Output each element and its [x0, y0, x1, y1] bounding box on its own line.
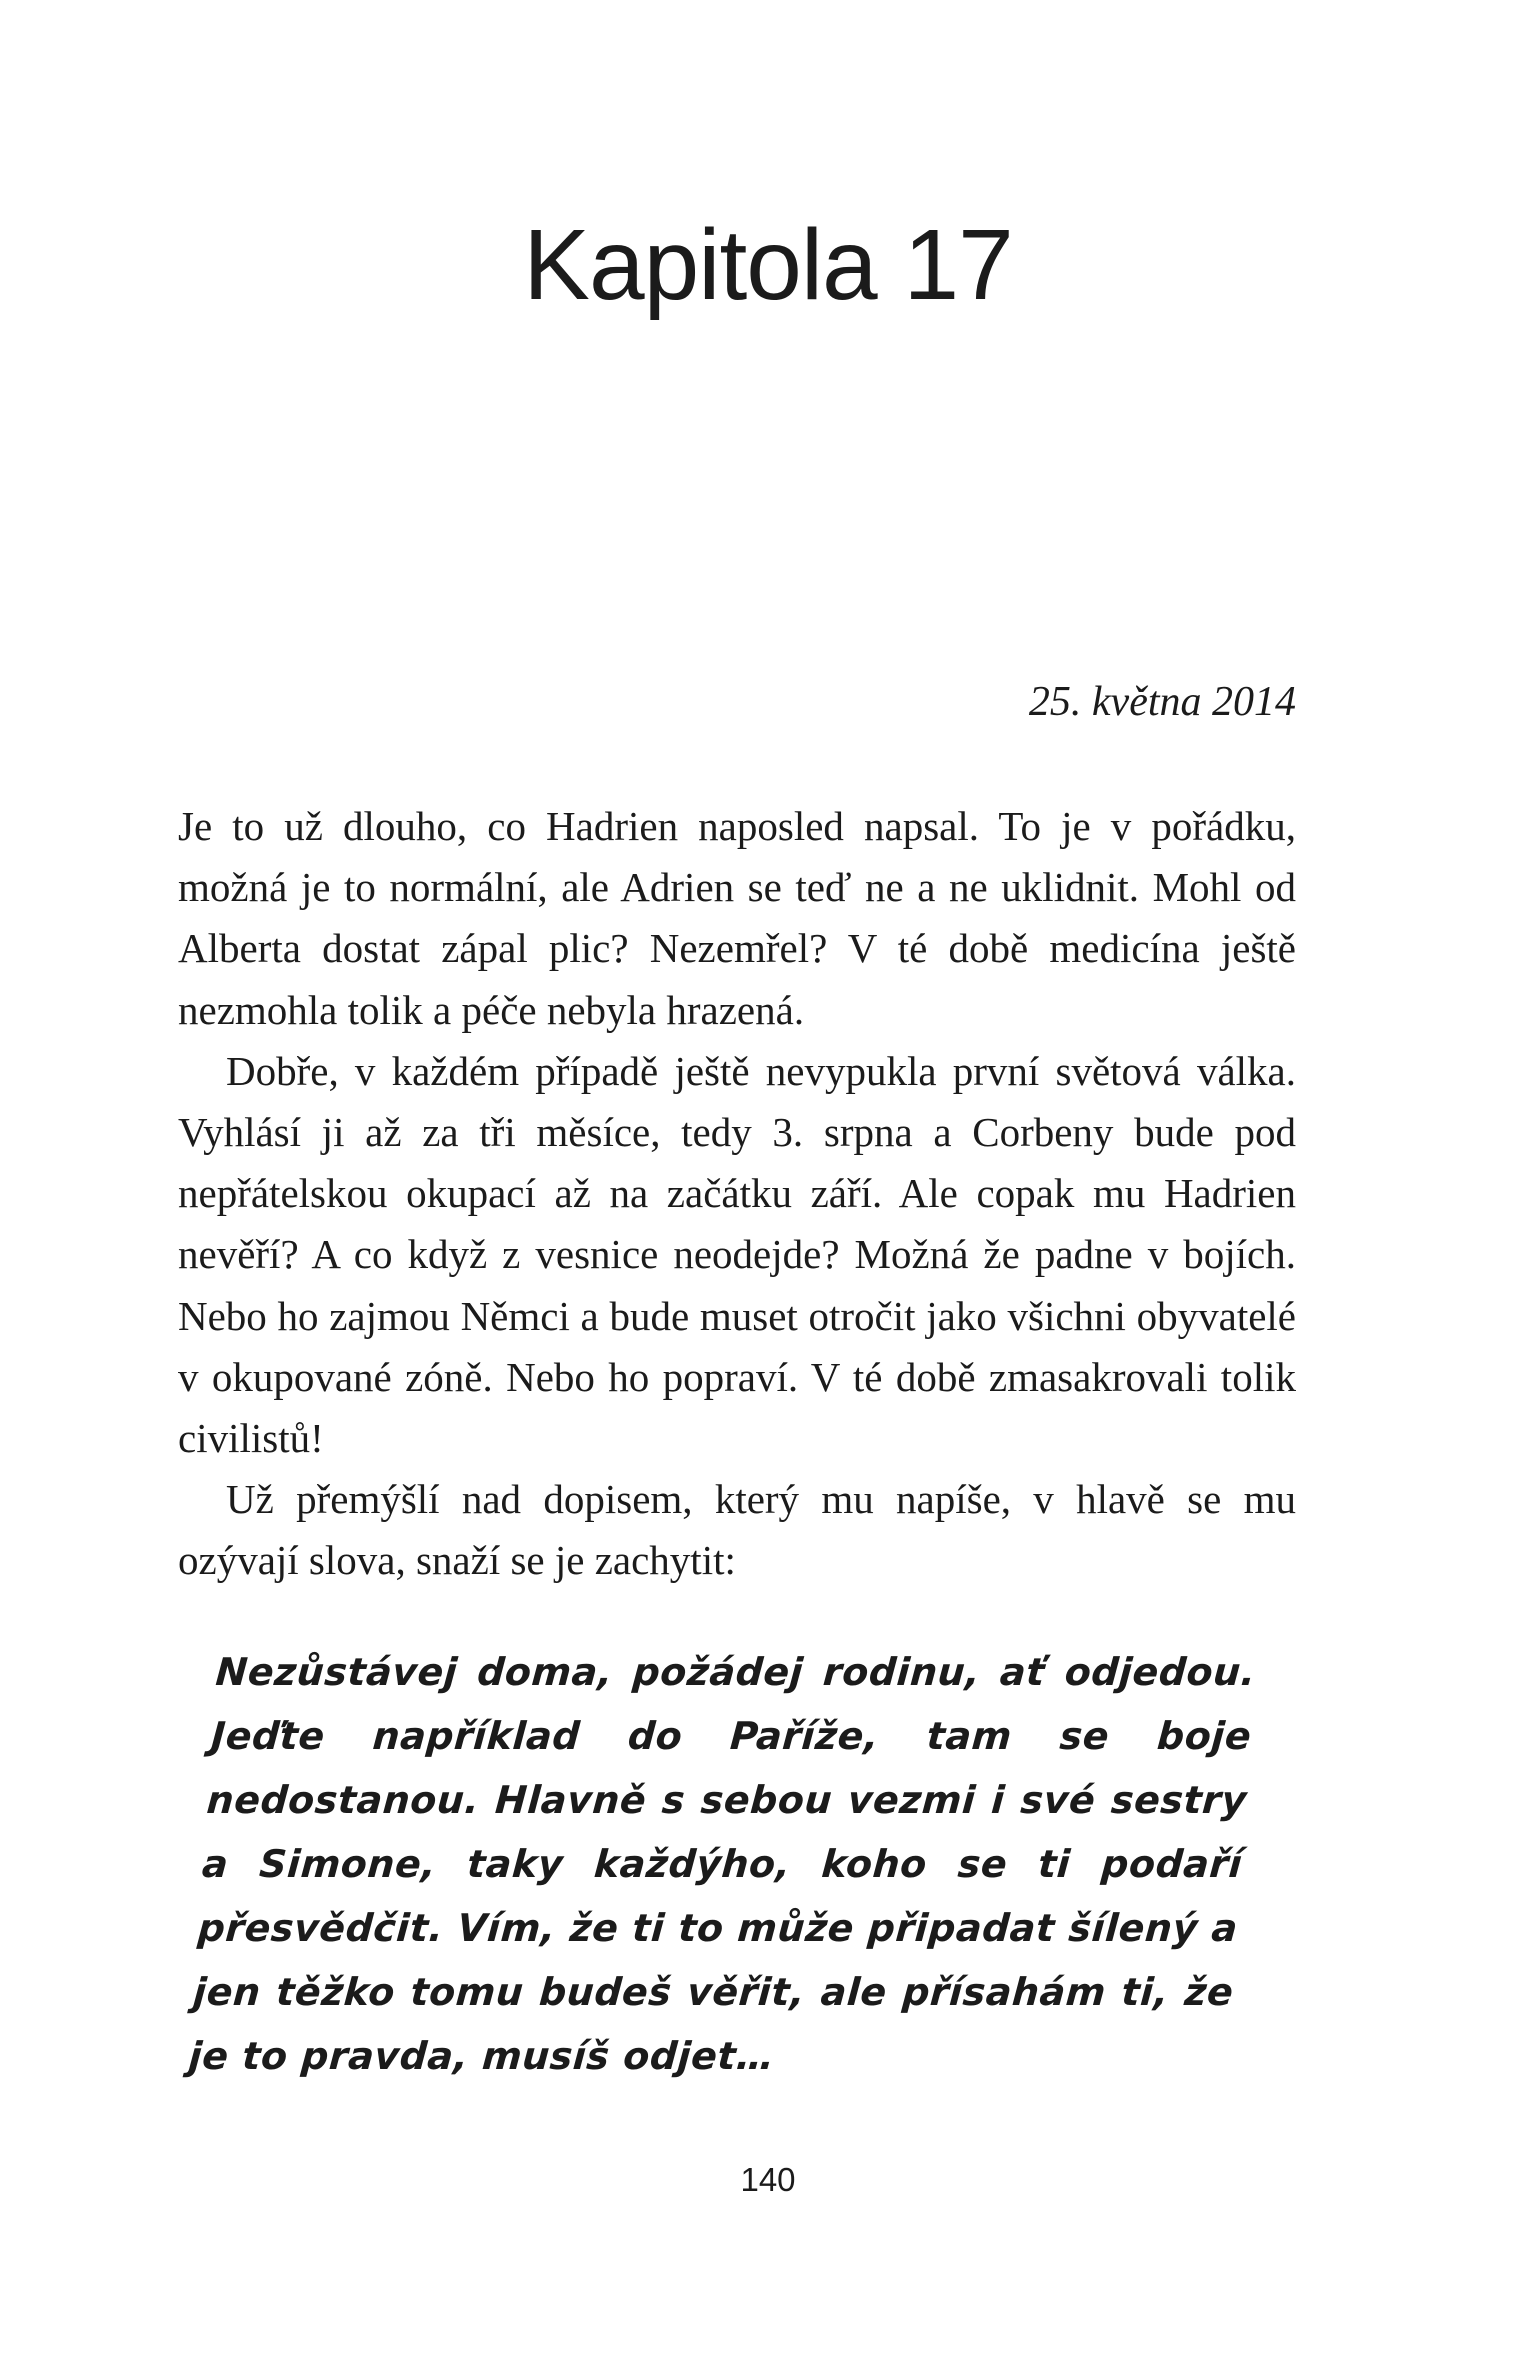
- paragraph-1: Je to už dlouho, co Hadrien naposled napsal. To je v pořádku, možná je to normální, ale Adrien se teď ne a ne uklidnit. Mohl od Alberta dostat zápal plic? Nezemřel? V té době medicína ještě nezmohla tolik a péče nebyla hrazená.: [178, 803, 1296, 1033]
- entry-date: 25. května 2014: [1028, 679, 1296, 725]
- paragraph-3: Už přemýšlí nad dopisem, který mu napíše, v hlavě se mu ozývají slova, snaží se je zachytit:: [178, 1476, 1296, 1584]
- chapter-title: Kapitola 17: [523, 209, 1013, 321]
- body-text: [178, 796, 1296, 1592]
- paragraph-2: Dobře, v každém případě ještě nevypukla první světová válka. Vyhlásí ji až za tři měsíce, tedy 3. srpna a Corbeny bude pod nepřátelskou okupací až na začátku září. Ale copak mu Hadrien nevěří? A co když z vesnice neodejde? Možná že padne v bojích. Nebo ho zajmou Němci a bude muset otročit jako všichni obyvatelé v okupované zóně. Nebo ho popraví. V té době zmasakrovali tolik civilistů!: [178, 1047, 1296, 1462]
- handwritten-letter: Nezůstávej doma, požádej rodinu, ať odjedou. Jeďte například do Paříže, tam se boje nedostanou. Hlavně s sebou vezmi i své sestry a Simone, taky každýho, koho se ti podaří přesvědčit. Vím, že ti to může připadat šílený a jen těžko tomu budeš věřit, ale přísahám ti, že je to pravda, musíš odjet…: [187, 1650, 1258, 2078]
- page-number: 140: [740, 2161, 796, 2198]
